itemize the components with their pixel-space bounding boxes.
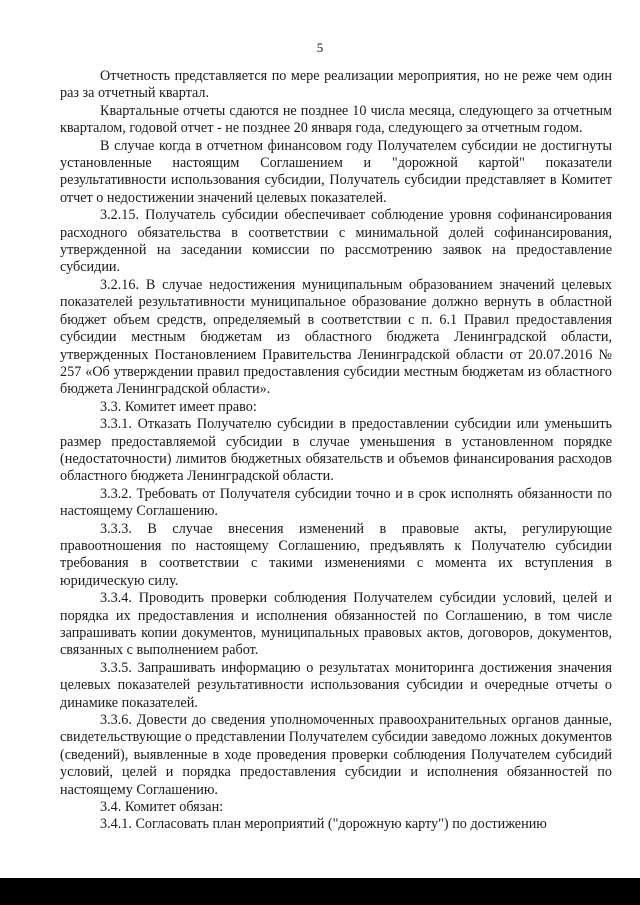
clause-3-4-heading: 3.4. Комитет обязан: xyxy=(100,799,224,816)
clause-3-3-4: 3.3.4. Проводить проверки соблюдения Получателем субсидии условий, целей и порядка их предоставления и исполнения обязанностей по Соглашению, в том числе запрашивать копии документов, муниципальных правовых актов, договоров, документов, связанных с выполнением работ. xyxy=(60,590,612,659)
scan-bottom-edge xyxy=(0,878,640,905)
clause-3-3-6: 3.3.6. Довести до сведения уполномоченных правоохранительных органов данные, свидетельствующие о представлении Получателем субсидии заведомо ложных документов (сведений), выявленные в ходе проведения проверки соблюдения Получателем субсидий условий, целей и порядка предоставления субсидии и исполнения обязанностей по настоящему Соглашению. xyxy=(60,712,612,798)
clause-3-4-1: 3.4.1. Согласовать план мероприятий ("дорожную карту") по достижению xyxy=(100,816,547,833)
clause-3-3-5: 3.3.5. Запрашивать информацию о результатах мониторинга достижения значения целевых показателей результативности использования субсидии и очередные отчеты о динамике показателей. xyxy=(60,659,612,711)
page-number: 5 xyxy=(316,40,324,55)
clause-3-3-1: 3.3.1. Отказать Получателю субсидии в предоставлении субсидии или уменьшить размер предоставляемой субсидии в случае уменьшения в установленном порядке (недостаточности) лимитов бюджетных обязательств и объемов финансирования расходов областного бюджета Ленинградской области. xyxy=(60,416,612,485)
paragraph-reporting-frequency: Отчетность представляется по мере реализации мероприятия, но не реже чем один раз за отчетный квартал. xyxy=(60,68,612,102)
clause-3-2-16: 3.2.16. В случае недостижения муниципальным образованием значений целевых показателей результативности муниципальное образование должно вернуть в областной бюджет объем средств, определяемый в соответствии с п. 6.1 Правил предоставления субсидии местным бюджетам из областного бюджета Ленинградской области, утвержденных Постановлением Правительства Ленинградской области от 20.07.2016 № 257 «Об утверждении правил предоставления субсидии местным бюджетам из областного бюджета Ленинградской области». xyxy=(60,276,612,398)
document-body xyxy=(60,68,612,834)
paragraph-underachievement-report: В случае когда в отчетном финансовом году Получателем субсидии не достигнуты установленные настоящим Соглашением и "дорожной картой" показатели результативности использования субсидии, Получатель субсидии представляет в Комитет отчет о недостижении значений целевых показателей. xyxy=(60,137,612,206)
paragraph-quarterly-reports: Квартальные отчеты сдаются не позднее 10 числа месяца, следующего за отчетным кварталом, годовой отчет - не позднее 20 января года, следующего за отчетным годом. xyxy=(60,102,612,137)
clause-3-3-3: 3.3.3. В случае внесения изменений в правовые акты, регулирующие правоотношения по настоящему Соглашению, предъявлять к Получателю субсидии требования в соответствии с такими изменениями с момента их вступления в юридическую силу. xyxy=(60,520,612,589)
clause-3-3-2: 3.3.2. Требовать от Получателя субсидии точно и в срок исполнять обязанности по настоящему Соглашению. xyxy=(60,485,612,520)
clause-3-2-15: 3.2.15. Получатель субсидии обеспечивает соблюдение уровня софинансирования расходного обязательства в соответствии с минимальной долей софинансирования, утвержденной на заседании комиссии по рассмотрению заявок на предоставление субсидии. xyxy=(60,207,612,276)
clause-3-3-heading: 3.3. Комитет имеет право: xyxy=(100,398,257,415)
